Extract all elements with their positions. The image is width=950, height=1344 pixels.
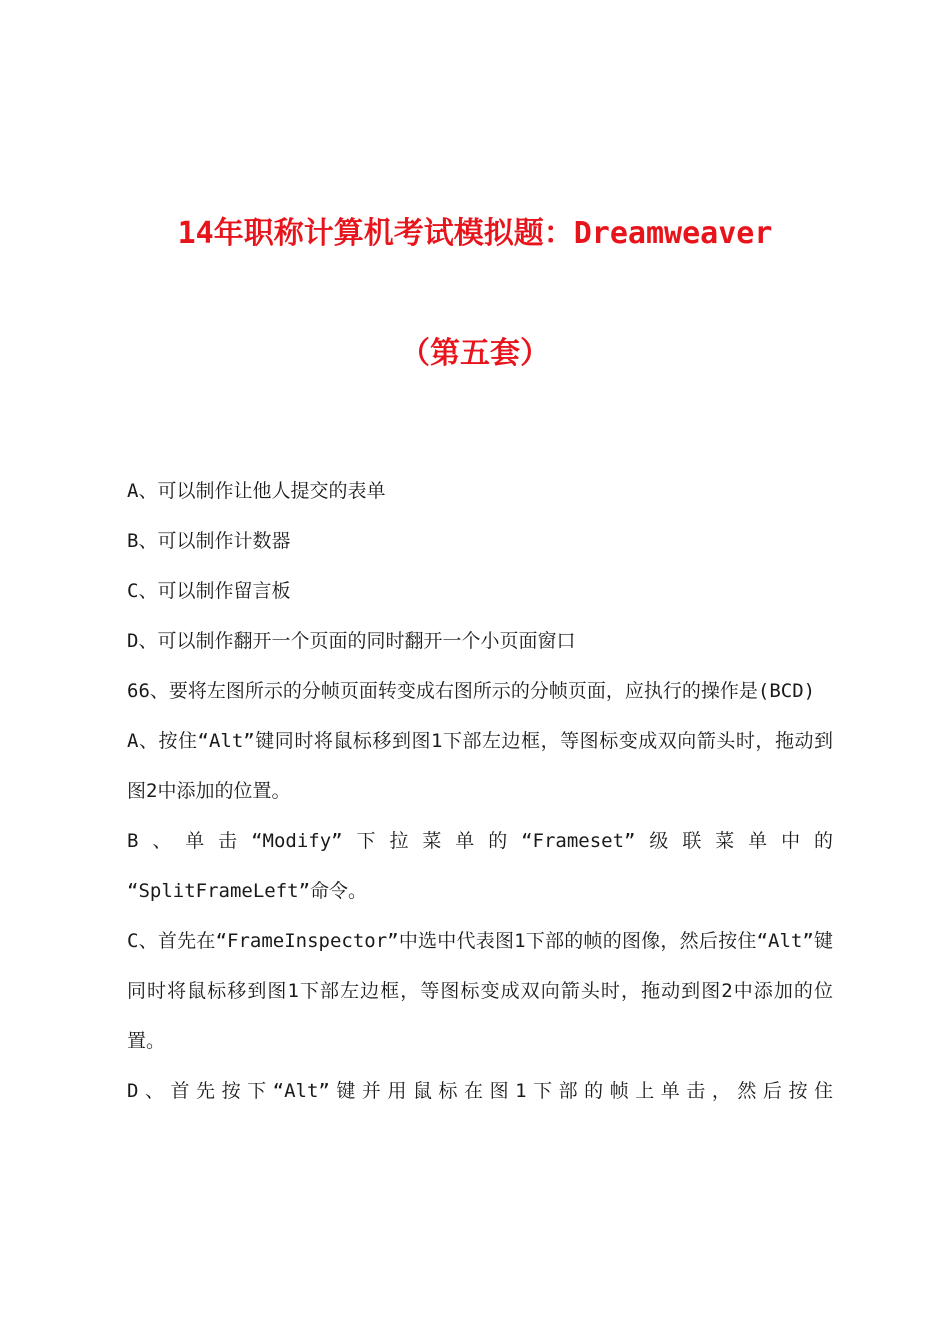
question-66-option-b-line1: B、单击“Modify”下拉菜单的“Frameset”级联菜单中的 bbox=[127, 830, 833, 852]
question-66-option-b-line2: “SplitFrameLeft”命令。 bbox=[127, 880, 368, 902]
option-d-prev: D、可以制作翻开一个页面的同时翻开一个小页面窗口 bbox=[127, 630, 576, 652]
question-66-option-c: C、首先在“FrameInspector”中选中代表图1下部的帧的图像，然后按住“Alt”键同时将鼠标移到图1下部左边框，等图标变成双向箭头时，拖动到图2中添加的位置。 bbox=[127, 930, 833, 1052]
option-c-prev: C、可以制作留言板 bbox=[127, 580, 291, 602]
option-a-prev: A、可以制作让他人提交的表单 bbox=[127, 480, 386, 502]
document-body bbox=[127, 466, 833, 1116]
option-b-prev: B、可以制作计数器 bbox=[127, 530, 291, 552]
question-66-option-a: A、按住“Alt”键同时将鼠标移到图1下部左边框，等图标变成双向箭头时，拖动到图2中添加的位置。 bbox=[127, 730, 833, 802]
document-subtitle: （第五套） bbox=[400, 336, 550, 371]
document-title: 14年职称计算机考试模拟题：Dreamweaver bbox=[177, 216, 773, 251]
question-66-option-d: D、首先按下“Alt”键并用鼠标在图1下部的帧上单击，然后按住 bbox=[127, 1080, 833, 1102]
question-66: 66、要将左图所示的分帧页面转变成右图所示的分帧页面，应执行的操作是(BCD) bbox=[127, 680, 816, 702]
